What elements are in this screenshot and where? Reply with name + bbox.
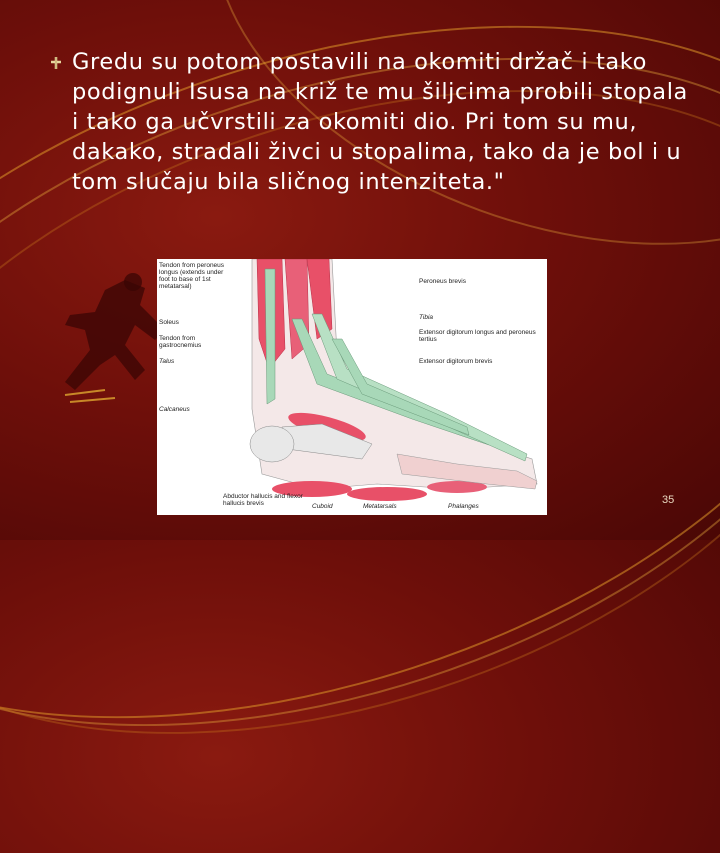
label-talus: Talus [159, 358, 175, 365]
label-phalanges: Phalanges [448, 503, 479, 510]
label-tendon-gastrocnemius: Tendon from gastrocnemius [159, 335, 202, 349]
label-tendon-peroneus: Tendon from peroneus longus (extends under foot to base of 1st metatarsal) [159, 262, 225, 290]
label-metatarsals: Metatarsals [363, 503, 397, 510]
label-abductor-hallucis: Abductor hallucis and flexor hallucis brevis [223, 493, 303, 507]
foot-anatomy-figure [157, 259, 547, 515]
slide-body-text: Gredu su potom postavili na okomiti držač i tako podignuli Isusa na križ te mu šiljcima probili stopala i tako ga učvrstili za okomiti dio. Pri tom su mu, dakako, stradali živci u stopalima, tako da je bol i u tom slučaju bila sličnog intenziteta." [72, 49, 688, 195]
label-calcaneus: Calcaneus [159, 406, 190, 413]
label-peroneus-brevis: Peroneus brevis [419, 278, 466, 285]
label-soleus: Soleus [159, 319, 179, 326]
foot-muscle-illustration [157, 259, 547, 515]
page-number: 35 [662, 494, 675, 506]
label-cuboid: Cuboid [312, 503, 333, 510]
label-extensor-digitorum-longus: Extensor digitorum longus and peroneus tertius [419, 329, 536, 343]
label-tibia: Tibia [419, 314, 434, 321]
label-extensor-digitorum-brevis: Extensor digitorum brevis [419, 358, 493, 365]
small-cross-bullet-icon [49, 56, 63, 70]
